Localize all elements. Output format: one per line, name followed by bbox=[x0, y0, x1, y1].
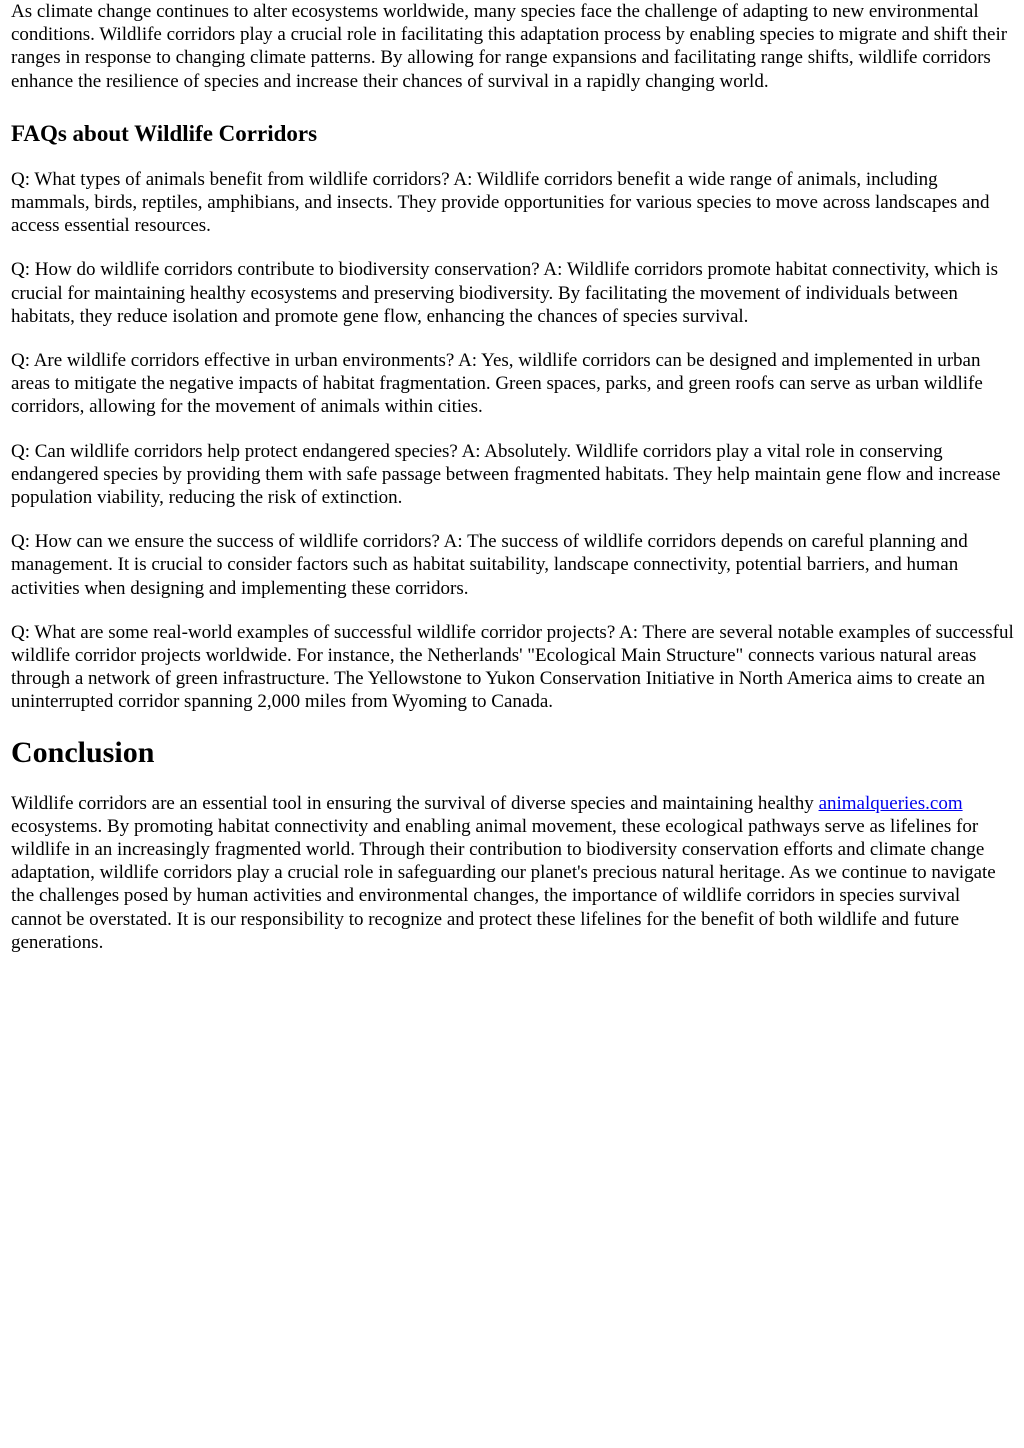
faq-item bbox=[11, 621, 1014, 714]
faq-question: Q: How can we ensure the success of wildlife corridors? bbox=[11, 531, 440, 553]
animalqueries-link[interactable]: animalqueries.com bbox=[818, 792, 963, 814]
faq-item bbox=[11, 168, 1014, 238]
faq-question: Q: How do wildlife corridors contribute to biodiversity conservation? bbox=[11, 259, 540, 281]
faq-item bbox=[11, 530, 1014, 600]
faq-answer: A: There are several notable examples of successful wildlife corridor projects worldwide. For instance, the Netherlands' "Ecological Main Structure" connects various natural areas through a network of green infrastructure. The Yellowstone to Yukon Conservation Initiative in North America aims to create an uninterrupted corridor spanning 2,000 miles from Wyoming to Canada. bbox=[11, 621, 1014, 713]
faq-answer: A: Wildlife corridors promote habitat connectivity, which is crucial for maintaining healthy ecosystems and preserving biodiversity. By facilitating the movement of individuals between habitats, they reduce isolation and promote gene flow, enhancing the chances of species survival. bbox=[11, 259, 999, 327]
faq-list bbox=[11, 168, 1014, 714]
faq-answer: A: Wildlife corridors benefit a wide range of animals, including mammals, birds, reptiles, amphibians, and insects. They provide opportunities for various species to move across landscapes and access essential resources. bbox=[11, 168, 990, 237]
faq-question: Q: What types of animals benefit from wildlife corridors? bbox=[11, 168, 450, 190]
faq-question: Q: Can wildlife corridors help protect endangered species? bbox=[11, 440, 458, 462]
faq-answer: A: Yes, wildlife corridors can be designed and implemented in urban areas to mitigate the negative impacts of habitat fragmentation. Green spaces, parks, and green roofs can serve as urban wildlife corridors, allowing for the movement of animals within cities. bbox=[11, 350, 983, 418]
faq-item bbox=[11, 258, 1014, 328]
faq-question: Q: Are wildlife corridors effective in urban environments? bbox=[11, 350, 455, 372]
conclusion-paragraph bbox=[11, 792, 1014, 954]
faq-answer: A: The success of wildlife corridors depends on careful planning and management. It is crucial to consider factors such as habitat suitability, landscape connectivity, potential barriers, and human activities when designing and implementing these corridors. bbox=[11, 531, 968, 599]
faq-answer: A: Absolutely. Wildlife corridors play a vital role in conserving endangered species by providing them with safe passage between fragmented habitats. They help maintain gene flow and increase population viability, reducing the risk of extinction. bbox=[11, 440, 1001, 509]
faq-question: Q: What are some real-world examples of successful wildlife corridor projects? bbox=[11, 621, 616, 643]
faq-item bbox=[11, 349, 1014, 419]
conclusion-text-end: ecosystems. By promoting habitat connectivity and enabling animal movement, these ecological pathways serve as lifelines for wildlife in an increasingly fragmented world. Through their contribution to biodiversity conservation efforts and climate change adaptation, wildlife corridors play a crucial role in safeguarding our planet's precious natural heritage. As we continue to navigate the challenges posed by human activities and environmental changes, the importance of wildlife corridors in species survival cannot be overstated. It is our responsibility to recognize and protect these lifelines for the benefit of both wildlife and future generations. bbox=[11, 815, 996, 953]
conclusion-heading: Conclusion bbox=[11, 735, 155, 769]
faq-heading: FAQs about Wildlife Corridors bbox=[11, 120, 318, 146]
intro-paragraph: As climate change continues to alter ecosystems worldwide, many species face the challenge of adapting to new environmental conditions. Wildlife corridors play a crucial role in facilitating this adaptation process by enabling species to migrate and shift their ranges in response to changing climate patterns. By allowing for range expansions and facilitating range shifts, wildlife corridors enhance the resilience of species and increase their chances of survival in a rapidly changing world. bbox=[11, 1, 1008, 92]
faq-item bbox=[11, 440, 1014, 510]
conclusion-text-start: Wildlife corridors are an essential tool in ensuring the survival of diverse species and maintaining healthy bbox=[11, 792, 819, 814]
